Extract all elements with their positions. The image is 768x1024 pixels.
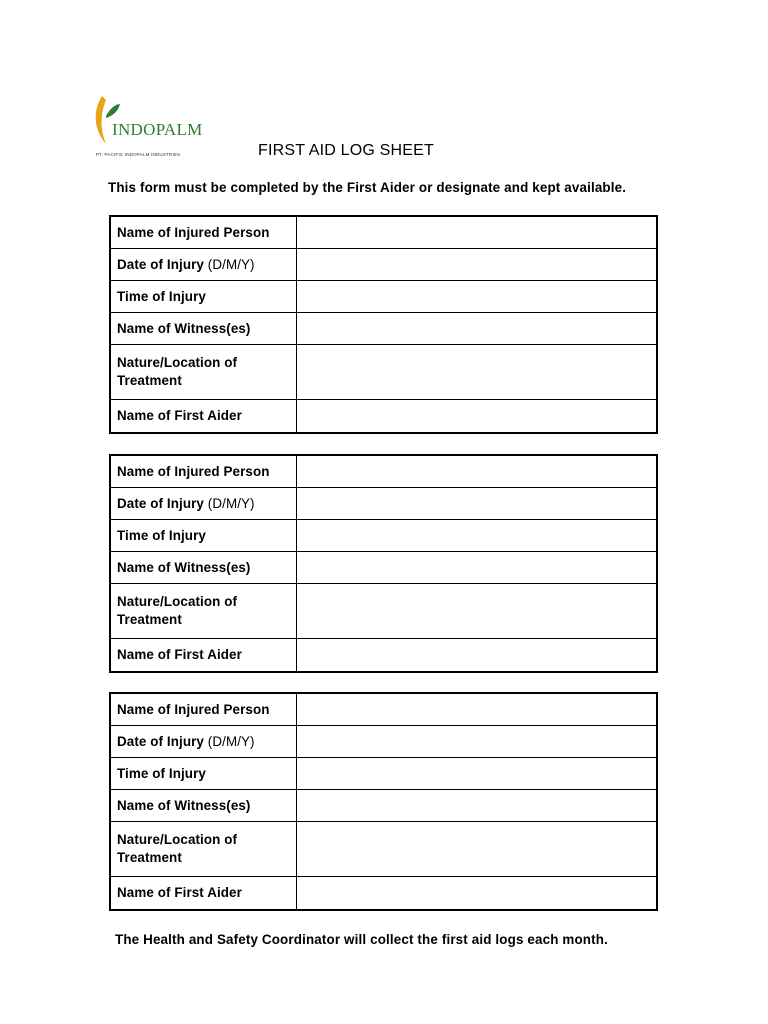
field-first-aider[interactable] [297,639,658,673]
field-date-of-injury[interactable] [297,726,658,758]
row-time-of-injury [110,520,657,552]
field-witnesses[interactable] [297,790,658,822]
company-logo [92,94,216,160]
row-first-aider [110,877,657,911]
row-date-of-injury [110,488,657,520]
row-time-of-injury [110,281,657,313]
field-date-of-injury[interactable] [297,249,658,281]
row-witnesses [110,790,657,822]
label-time-of-injury: Time of Injury [110,520,297,552]
label-date-of-injury [110,249,297,281]
label-time-of-injury: Time of Injury [110,281,297,313]
log-entry-table [109,454,658,673]
row-first-aider [110,639,657,673]
field-nature-location[interactable] [297,345,658,400]
field-time-of-injury[interactable] [297,520,658,552]
label-witnesses: Name of Witness(es) [110,552,297,584]
date-format-hint: (D/M/Y) [207,495,255,511]
label-nature-line1: Nature/Location of [117,594,238,609]
row-nature-location [110,822,657,877]
field-date-of-injury[interactable] [297,488,658,520]
page-title: FIRST AID LOG SHEET [258,142,434,159]
label-nature-location [110,822,297,877]
row-injured-person [110,455,657,488]
field-witnesses[interactable] [297,313,658,345]
row-nature-location [110,584,657,639]
label-injured-person: Name of Injured Person [110,216,297,249]
field-first-aider[interactable] [297,877,658,911]
label-nature-location [110,345,297,400]
label-date-text: Date of Injury [117,256,204,272]
row-injured-person [110,216,657,249]
date-format-hint: (D/M/Y) [207,733,255,749]
row-nature-location [110,345,657,400]
label-first-aider: Name of First Aider [110,400,297,434]
row-injured-person [110,693,657,726]
field-time-of-injury[interactable] [297,281,658,313]
row-witnesses [110,552,657,584]
label-nature-line2: Treatment [117,373,182,388]
label-first-aider: Name of First Aider [110,877,297,911]
field-injured-person[interactable] [297,216,658,249]
label-nature-line2: Treatment [117,850,182,865]
label-injured-person: Name of Injured Person [110,455,297,488]
field-nature-location[interactable] [297,584,658,639]
row-time-of-injury [110,758,657,790]
label-nature-line1: Nature/Location of [117,355,238,370]
log-entry-table [109,215,658,434]
field-time-of-injury[interactable] [297,758,658,790]
label-time-of-injury: Time of Injury [110,758,297,790]
field-injured-person[interactable] [297,455,658,488]
label-nature-line2: Treatment [117,612,182,627]
logo-wordmark: INDOPALM [112,120,203,139]
label-witnesses: Name of Witness(es) [110,313,297,345]
label-date-of-injury [110,726,297,758]
label-date-of-injury [110,488,297,520]
field-injured-person[interactable] [297,693,658,726]
label-nature-line1: Nature/Location of [117,832,238,847]
label-date-text: Date of Injury [117,733,204,749]
field-first-aider[interactable] [297,400,658,434]
row-witnesses [110,313,657,345]
label-first-aider: Name of First Aider [110,639,297,673]
date-format-hint: (D/M/Y) [207,256,255,272]
row-date-of-injury [110,726,657,758]
field-nature-location[interactable] [297,822,658,877]
label-injured-person: Name of Injured Person [110,693,297,726]
log-entry-table [109,692,658,911]
row-first-aider [110,400,657,434]
logo-subtitle: PT. PACIFIC INDOPALM INDUSTRIES [96,152,181,157]
row-date-of-injury [110,249,657,281]
label-date-text: Date of Injury [117,495,204,511]
intro-text: This form must be completed by the First Aider or designate and kept available. [108,180,627,195]
label-nature-location [110,584,297,639]
footer-note: The Health and Safety Coordinator will collect the first aid logs each month. [115,932,608,947]
field-witnesses[interactable] [297,552,658,584]
label-witnesses: Name of Witness(es) [110,790,297,822]
